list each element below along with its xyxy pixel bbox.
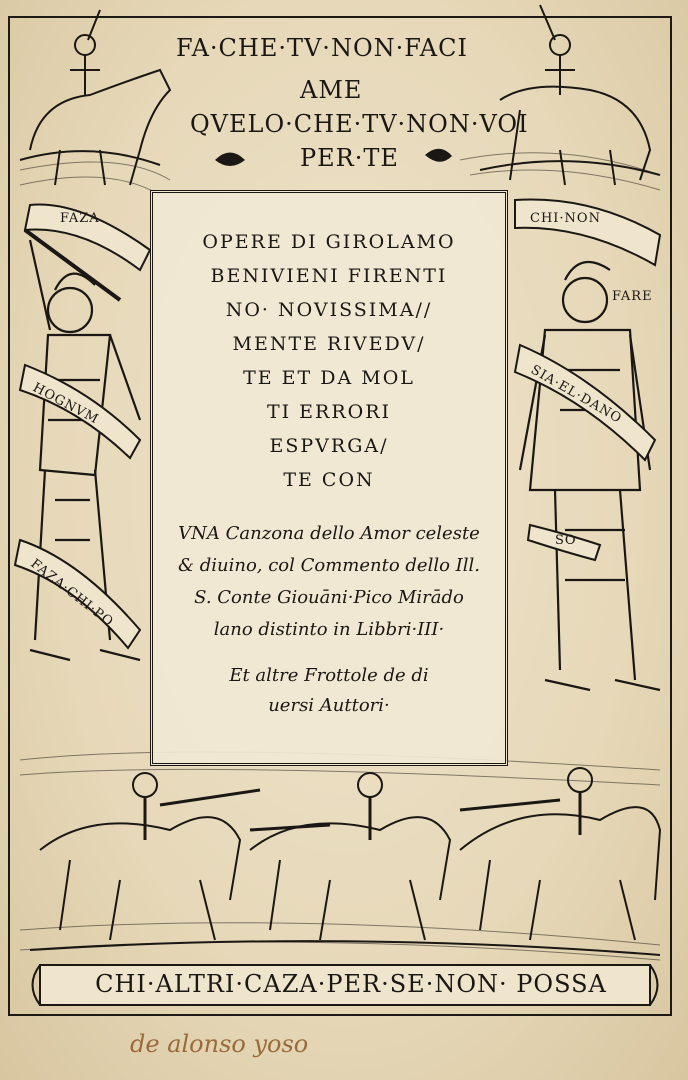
title-cartouche bbox=[150, 190, 508, 766]
scroll-left-top: FAZA bbox=[60, 211, 100, 226]
handwritten-signature: de alonso yoso bbox=[130, 1030, 309, 1058]
scroll-right-top: CHI·NON bbox=[530, 211, 601, 226]
subtitle-line: & diuino, col Commento dello Ill. bbox=[177, 555, 481, 576]
scroll-right-fare: FARE bbox=[612, 289, 653, 304]
title-line: MENTE RIVEDV/ bbox=[232, 333, 426, 355]
motto-line-3: QVELO·CHE·TV·NON·VOI bbox=[190, 110, 529, 138]
motto-line-2: AME bbox=[300, 76, 363, 104]
subtitle-line: S. Conte Giouāni·Pico Mirādo bbox=[194, 587, 464, 608]
title-line: TE CON bbox=[283, 469, 375, 491]
footer-line: Et altre Frottole de di bbox=[229, 665, 429, 686]
title-line: ESPVRGA/ bbox=[269, 435, 389, 457]
title-line: OPERE DI GIROLAMO bbox=[202, 231, 456, 253]
footer-line: uersi Auttori· bbox=[268, 695, 390, 716]
subtitle-line: lano distinto in Libbri·III· bbox=[213, 619, 445, 640]
scroll-right-so: SO bbox=[555, 533, 577, 548]
motto-line-4: PER·TE bbox=[300, 144, 399, 172]
title-line: BENIVIENI FIRENTI bbox=[210, 265, 448, 287]
scroll-right-mid: SIA·EL·DANO bbox=[528, 362, 625, 427]
title-line: NO· NOVISSIMA// bbox=[225, 299, 433, 321]
scroll-left-mid: HOGNVM bbox=[30, 380, 102, 428]
title-line: TI ERRORI bbox=[266, 401, 392, 423]
scroll-left-bottom: FAZA·CHI·PO bbox=[27, 556, 117, 631]
motto-line-1: FA·CHE·TV·NON·FACI bbox=[176, 34, 468, 62]
bottom-motto: CHI·ALTRI·CAZA·PER·SE·NON· POSSA bbox=[95, 970, 607, 998]
title-line: TE ET DA MOL bbox=[243, 367, 415, 389]
subtitle-line: VNA Canzona dello Amor celeste bbox=[178, 523, 480, 544]
